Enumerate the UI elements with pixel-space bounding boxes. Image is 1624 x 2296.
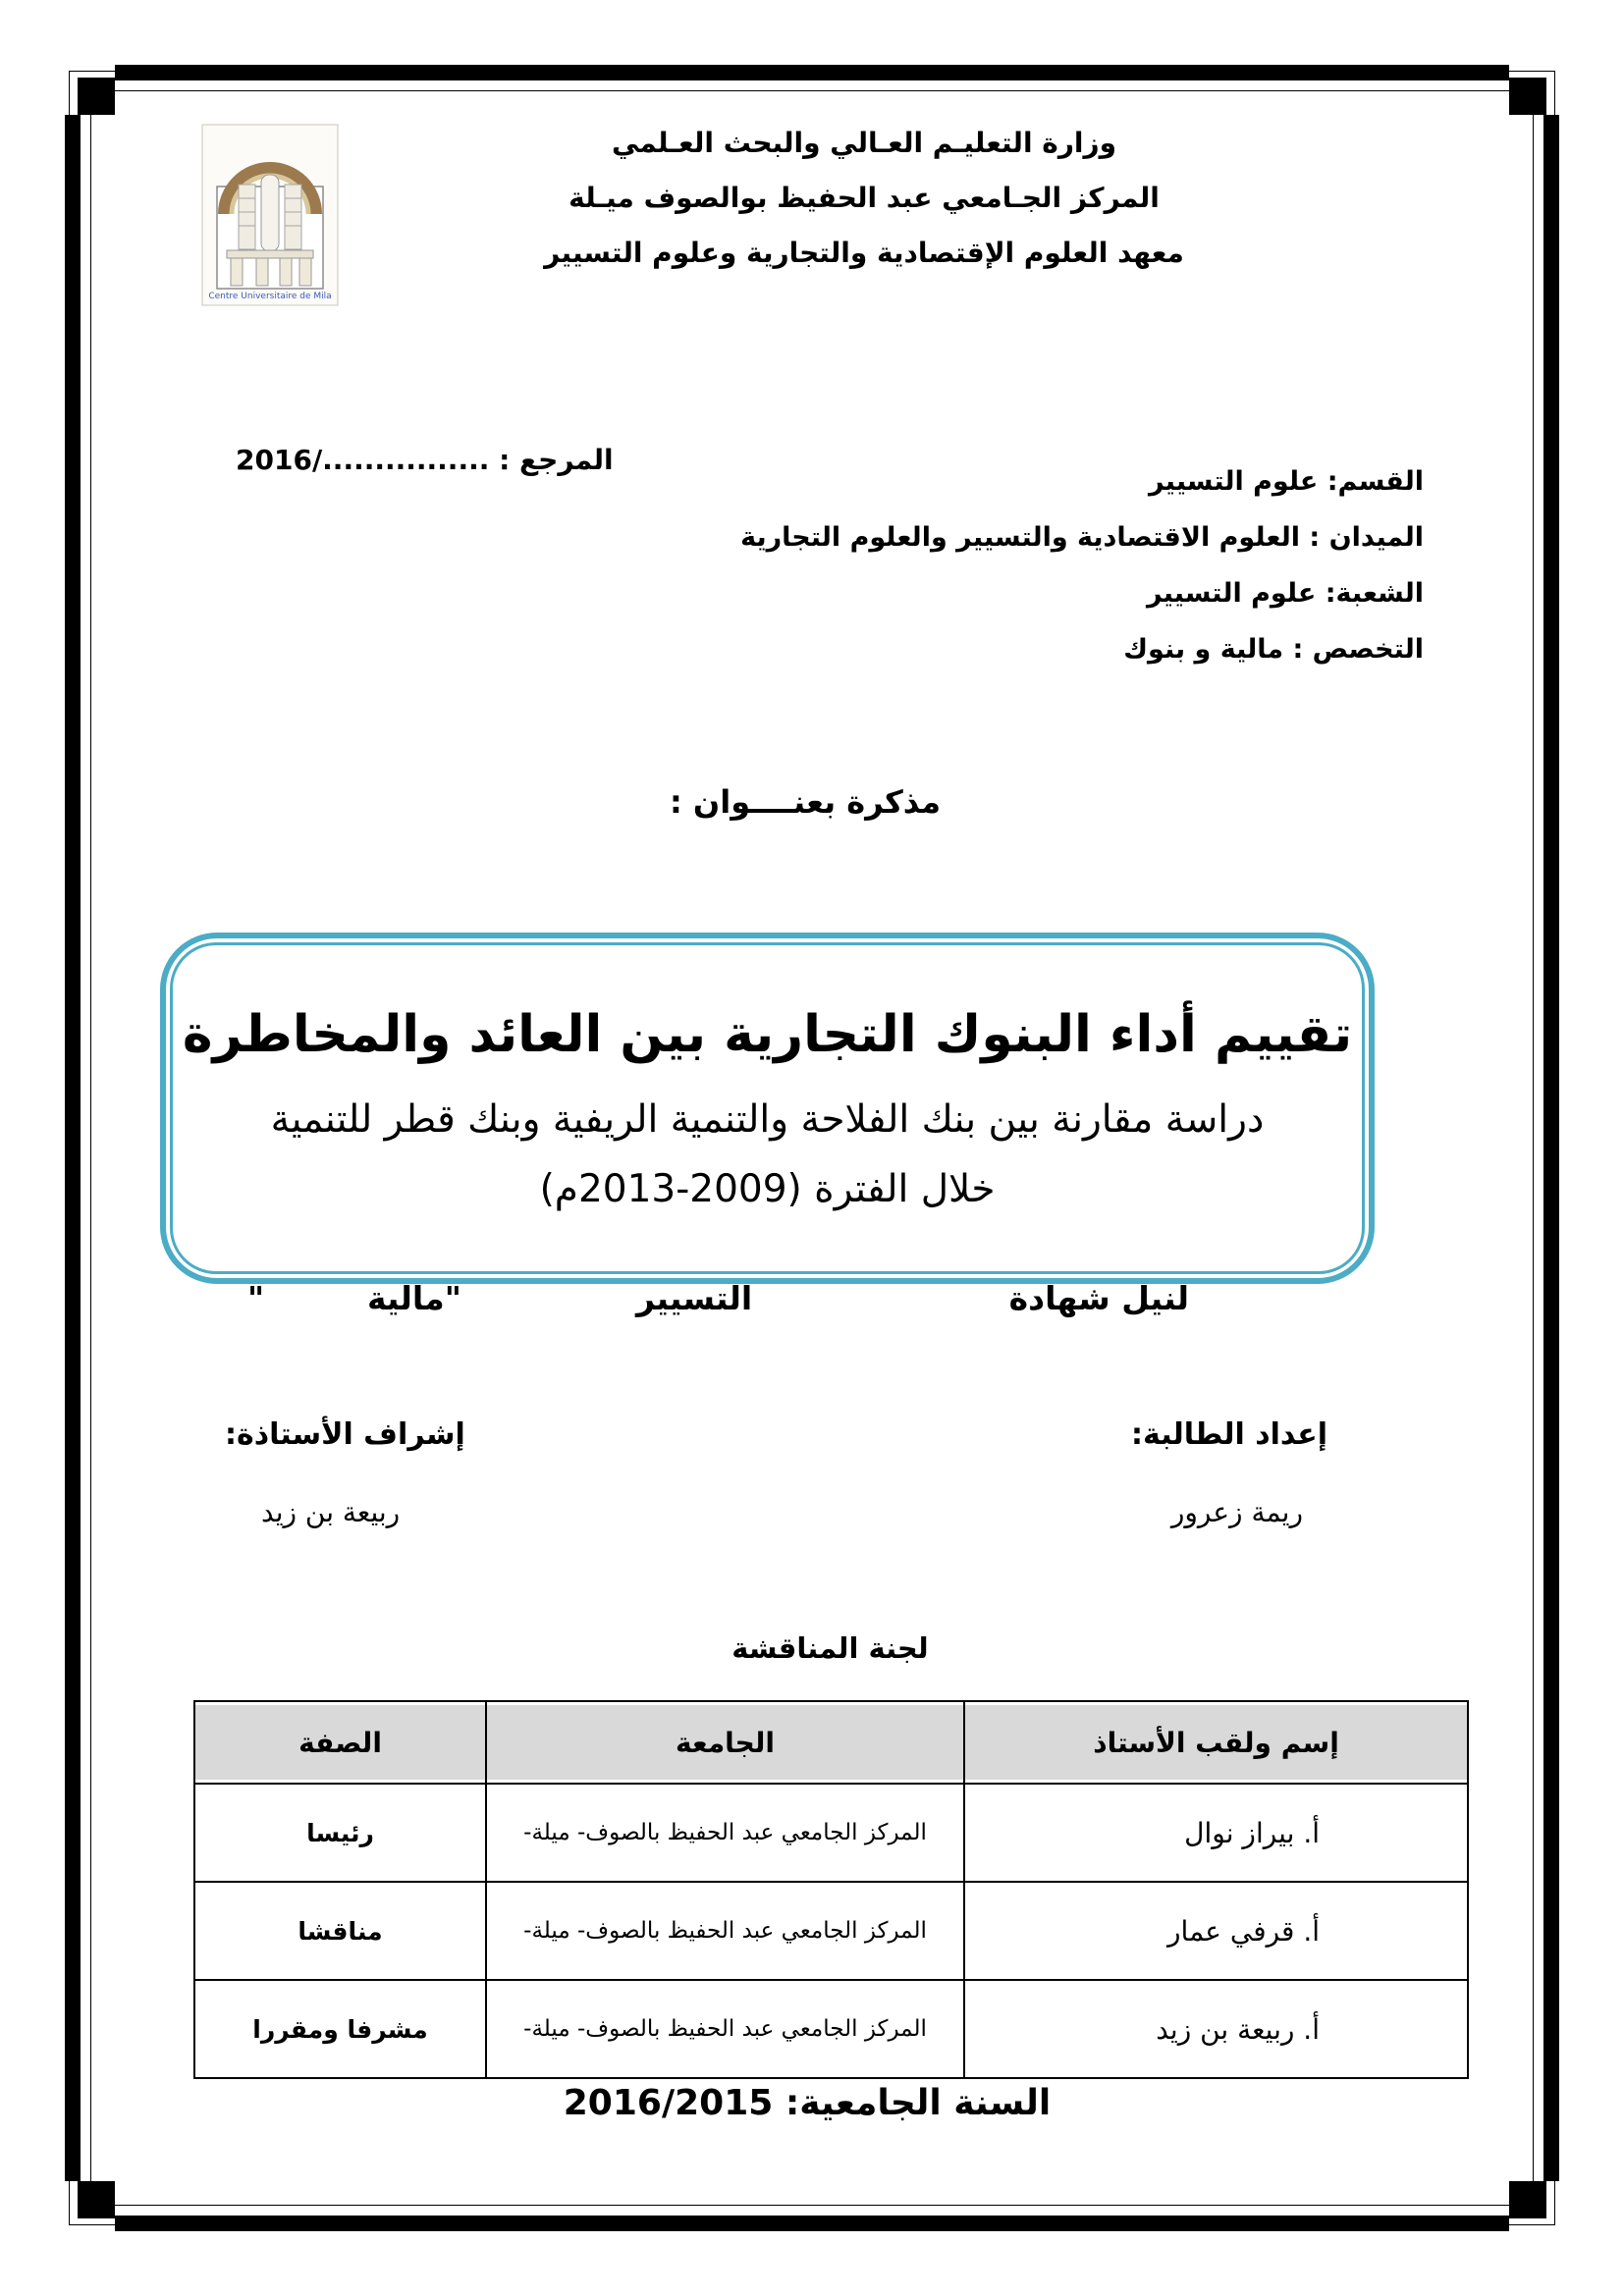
member-university: المركز الجامعي عبد الحفيظ بالصوف- ميلة- xyxy=(486,1784,964,1882)
member-name: أ. بيراز نوال xyxy=(964,1784,1468,1882)
page-border-corner-bracket xyxy=(1509,2181,1555,2225)
committee-title: لجنة المناقشة xyxy=(731,1631,929,1665)
supervision-label: إشراف الأستاذة: xyxy=(225,1417,465,1452)
academic-year: السنة الجامعية: 2016/2015 xyxy=(563,2083,1052,2123)
degree-fragment-2: التسيير xyxy=(636,1279,753,1317)
institute-name: معهد العلوم الإقتصادية والتجارية وعلوم التسيير xyxy=(544,237,1184,269)
committee-table xyxy=(193,1700,1469,2079)
member-role: مناقشا xyxy=(194,1882,486,1980)
page-border-corner-bracket xyxy=(69,71,115,115)
logo-caption: Centre Universitaire de Mila xyxy=(208,292,332,301)
prepared-by-label: إعداد الطالبة: xyxy=(1131,1417,1327,1452)
table-row xyxy=(194,1882,1468,1980)
degree-fragment-3: "مالية xyxy=(367,1279,461,1317)
member-role: رئيسا xyxy=(194,1784,486,1882)
supervisor-name: ربيعة بن زيد xyxy=(261,1496,401,1528)
department-line: القسم: علوم التسيير xyxy=(1149,466,1424,497)
program-info-block xyxy=(540,454,1424,677)
table-row xyxy=(194,1784,1468,1882)
page-border-right-band xyxy=(1543,115,1559,2181)
university-name: المركز الجـامعي عبد الحفيظ بوالصوف ميـلة xyxy=(568,182,1160,214)
page-border-top-band xyxy=(115,65,1509,80)
thesis-title: تقييم أداء البنوك التجارية بين العائد والمخاطرة xyxy=(182,1005,1353,1064)
specialty-line: التخصص : مالية و بنوك xyxy=(1123,634,1424,665)
member-name: أ. ربيعة بن زيد xyxy=(964,1980,1468,2078)
page-border-bottom-band xyxy=(115,2216,1509,2231)
degree-fragment-1: لنيل شهادة xyxy=(1008,1279,1189,1317)
header-block xyxy=(363,116,1365,281)
member-university: المركز الجامعي عبد الحفيظ بالصوف- ميلة- xyxy=(486,1882,964,1980)
field-line: الميدان : العلوم الاقتصادية والتسيير والعلوم التجارية xyxy=(740,522,1424,553)
committee-header-row xyxy=(194,1701,1468,1784)
student-name: ريمة زعرور xyxy=(1170,1496,1303,1528)
committee-header-name: إسم ولقب الأستاذ xyxy=(964,1701,1468,1784)
member-role: مشرفا ومقررا xyxy=(194,1980,486,2078)
committee-header-university: الجامعة xyxy=(486,1701,964,1784)
branch-line: الشعبة: علوم التسيير xyxy=(1146,578,1424,609)
page-border-left-band xyxy=(65,115,81,2181)
memo-label: مذكرة بعنــــوان : xyxy=(669,783,941,821)
page-border-corner-bracket xyxy=(1509,71,1555,115)
thesis-period: خلال الفترة (2009-2013م) xyxy=(539,1167,996,1211)
page-border-corner-bracket xyxy=(69,2181,115,2225)
ministry-name: وزارة التعليـم العـالي والبحث العـلمي xyxy=(611,127,1117,159)
thesis-title-box xyxy=(160,933,1375,1284)
degree-fragment-4: " xyxy=(247,1279,265,1317)
committee-header-role: الصفة xyxy=(194,1701,486,1784)
thesis-title-box-inner xyxy=(170,942,1365,1274)
reference-field: المرجع : ................/2016 xyxy=(236,444,614,476)
table-row xyxy=(194,1980,1468,2078)
thesis-subtitle: دراسة مقارنة بين بنك الفلاحة والتنمية الريفية وبنك قطر للتنمية xyxy=(270,1097,1265,1142)
university-logo xyxy=(201,124,339,306)
member-name: أ. قرفي عمار xyxy=(964,1882,1468,1980)
member-university: المركز الجامعي عبد الحفيظ بالصوف- ميلة- xyxy=(486,1980,964,2078)
